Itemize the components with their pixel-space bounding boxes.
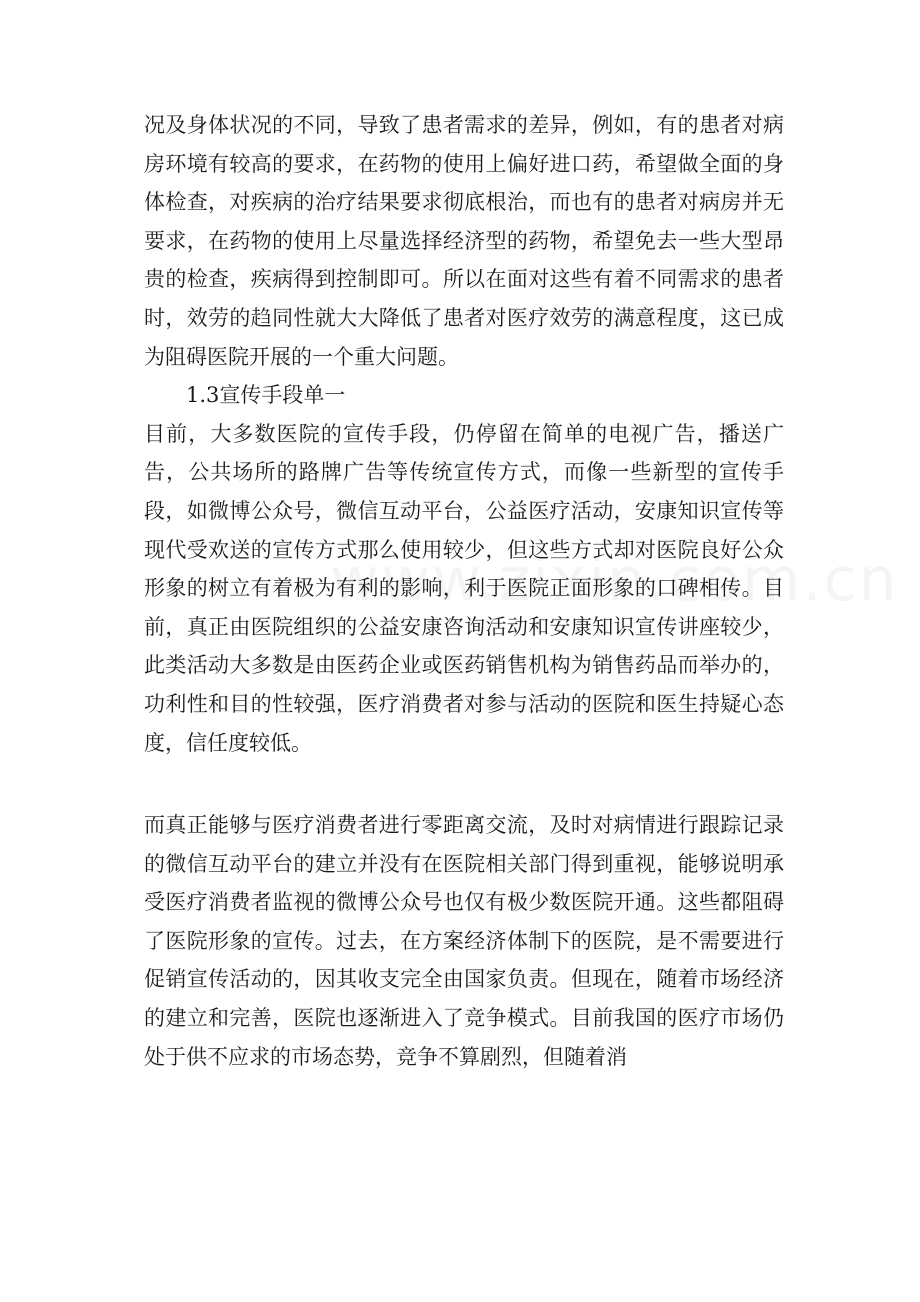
section-heading: 1.3宣传手段单一 [186, 383, 346, 408]
paragraph-patient-needs: 况及身体状况的不同，导致了患者需求的差异，例如，有的患者对病房环境有较高的要求，在药物的使用上偏好进口药，希望做全面的身体检查，对疾病的治疗结果要求彻底根治，而也有的患者对病房并无要求，在药物的使用上尽量选择经济型的药物，希望免去一些大型昂贵的检查，疾病得到控制即可。所以在面对这些有着不同需求的患者时，效劳的趋同性就大大降低了患者对医疗效劳的满意程度，这已成为阻碍医院开展的一个重大问题。 [144, 113, 784, 369]
paragraph-spacer [144, 762, 784, 806]
paragraph-publicity-means: 目前，大多数医院的宣传手段，仍停留在简单的电视广告，播送广告，公共场所的路牌广告等传统宣传方式，而像一些新型的宣传手段，如微博公众号，微信互动平台，公益医疗活动，安康知识宣传等现代受欢送的宣传方式那么使用较少，但这些方式却对医院良好公众形象的树立有着极为有利的影响，利于医院正面形象的口碑相传。目前，真正由医院组织的公益安康咨询活动和安康知识宣传讲座较少，此类活动大多数是由医药企业或医药销售机构为销售药品而举办的，功利性和目的性较强，医疗消费者对参与活动的医院和医生持疑心态度，信任度较低。 [144, 421, 784, 755]
document-body [144, 106, 784, 1076]
paragraph-wechat-platform: 而真正能够与医疗消费者进行零距离交流，及时对病情进行跟踪记录的微信互动平台的建立并没有在医院相关部门得到重视，能够说明承受医疗消费者监视的微博公众号也仅有极少数医院开通。这些都阻碍了医院形象的宣传。过去，在方案经济体制下的医院，是不需要进行促销宣传活动的，因其收支完全由国家负责。但现在，随着市场经济的建立和完善，医院也逐渐进入了竞争模式。目前我国的医疗市场仍处于供不应求的市场态势，竞争不算剧烈，但随着消 [144, 813, 784, 1069]
